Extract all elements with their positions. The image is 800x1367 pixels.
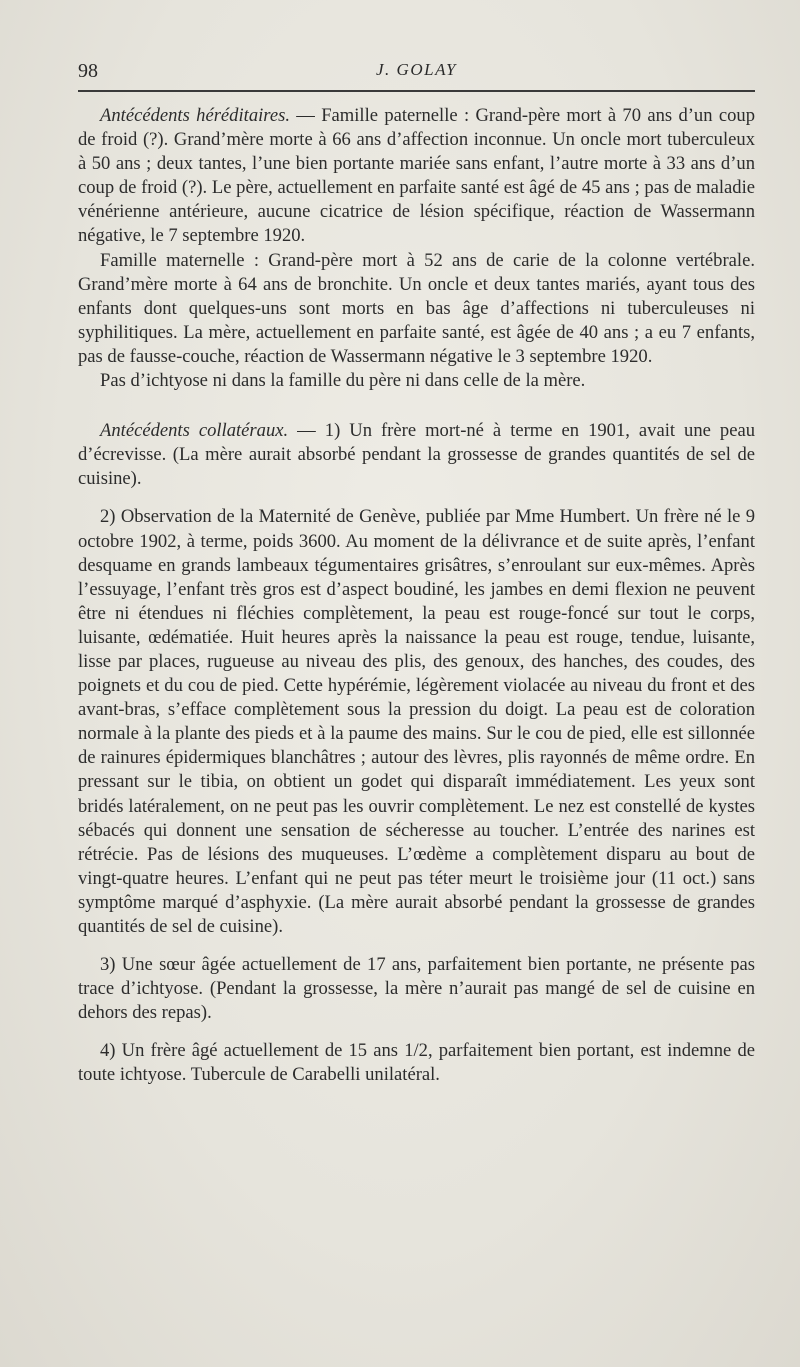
paragraph-text: Famille maternelle : Grand-père mort à 52 ans de carie de la colonne vertébrale. Grand’mère morte à 64 ans de bronchite. Un oncle et deux tantes mariés, ayant tous des enfants dont quelques-uns sont morts en bas âge d’affections ni tuberculeuses ni syphilitiques. La mère, actuellement en parfaite santé, est âgée de 40 ans ; a eu 7 enfants, pas de fausse-couche, réaction de Wassermann négative le 3 septembre 1920. — [78, 249, 755, 367]
paragraph-text: 3) Une sœur âgée actuellement de 17 ans, parfaitement bien portante, ne présente pas trace d’ichtyose. (Pendant la grossesse, la mère n’aurait pas mangé de sel de cuisine en dehors des repas). — [78, 954, 755, 1024]
section-lead-collateral: Antécédents collatéraux. — [100, 420, 289, 442]
paragraph-text: 2) Observation de la Maternité de Genève, publiée par Mme Humbert. Un frère né le 9 octobre 1902, à terme, poids 3600. Au moment de la délivrance et de suite après, l’enfant desquame en grands lambeaux tégumentaires grisâtres, s’enroulant sur eux-mêmes. Après l’essuyage, l’enfant très gros est d’aspect boudiné, les jambes en demi flexion ne peuvent être ni étendues ni fléchies complètement, la peau est rouge-foncé sur tout le corps, luisante, œdématiée. Huit heures après la naissance la peau est rouge, tendue, luisante, lisse par places, rugueuse au niveau des plis, des genoux, des hanches, des coudes, des poignets et du cou de pied. Cette hypérémie, légèrement violacée au niveau du front et des avant-bras, s’efface complètement sous la pression du doigt. La peau est de coloration normale à la plante des pieds et à la paume des mains. Sur le cou de pied, elle est sillonnée de rainures épidermiques blanchâtres ; autour des lèvres, plis rayonnés de même ordre. En pressant sur le tibia, on obtient un godet qui disparaît immédiatement. Les yeux sont bridés latéralement, on ne peut pas les ouvrir complètement. Le nez est constellé de kystes sébacés qui donnent une sensation de sécheresse au toucher. L’entrée des narines est rétrécie. Pas de lésions des muqueuses. L’œdème a complètement disparu au bout de vingt-quatre heures. L’enfant qui ne peut pas téter meurt le troisième jour (11 oct.) sans symptôme marqué d’asphyxie. (La mère aurait absorbé pendant la grossesse de grandes quantités de sel de cuisine). — [78, 506, 755, 937]
body-text — [78, 104, 755, 1088]
paragraph-text: — 1) Un frère mort-né à terme en 1901, avait une peau d’écrevisse. (La mère aurait absorbé pendant la grossesse de grandes quantités de sel de cuisine). — [78, 420, 756, 490]
paragraph-no-ichthyosis — [78, 369, 755, 393]
paragraph-maternal — [78, 249, 755, 369]
running-head: J. GOLAY — [376, 60, 457, 79]
section-lead-hereditary: Antécédents héréditaires. — [100, 105, 290, 126]
paragraph-hereditary — [78, 104, 755, 249]
paragraph-text: Pas d’ichtyose ni dans la famille du père ni dans celle de la mère. — [100, 370, 586, 392]
paragraph-text: — Famille paternelle : Grand-père mort à 70 ans d’un coup de froid (?). Grand’mère morte à 66 ans d’affection inconnue. Un oncle mort tuberculeux à 50 ans ; deux tantes, l’une bien portante mariée sans enfant, l’autre morte à 33 ans d’un coup de froid (?). Le père, actuellement en parfaite santé est âgé de 45 ans ; pas de maladie vénérienne antérieure, aucune cicatrice de lésion spécifique, réaction de Wassermann négative, le 7 septembre 1920. — [78, 105, 755, 247]
paragraph-observation-4 — [78, 1039, 755, 1087]
paragraph-text: 4) Un frère âgé actuellement de 15 ans 1/2, parfaitement bien portant, est indemne de toute ichtyose. Tubercule de Carabelli unilatéral. — [78, 1040, 755, 1086]
paragraph-collateral — [78, 419, 755, 491]
paragraph-observation-2 — [78, 505, 755, 939]
header-rule — [78, 90, 755, 92]
paragraph-observation-3 — [78, 953, 755, 1025]
page-header — [78, 58, 755, 84]
page-number: 98 — [78, 60, 98, 82]
